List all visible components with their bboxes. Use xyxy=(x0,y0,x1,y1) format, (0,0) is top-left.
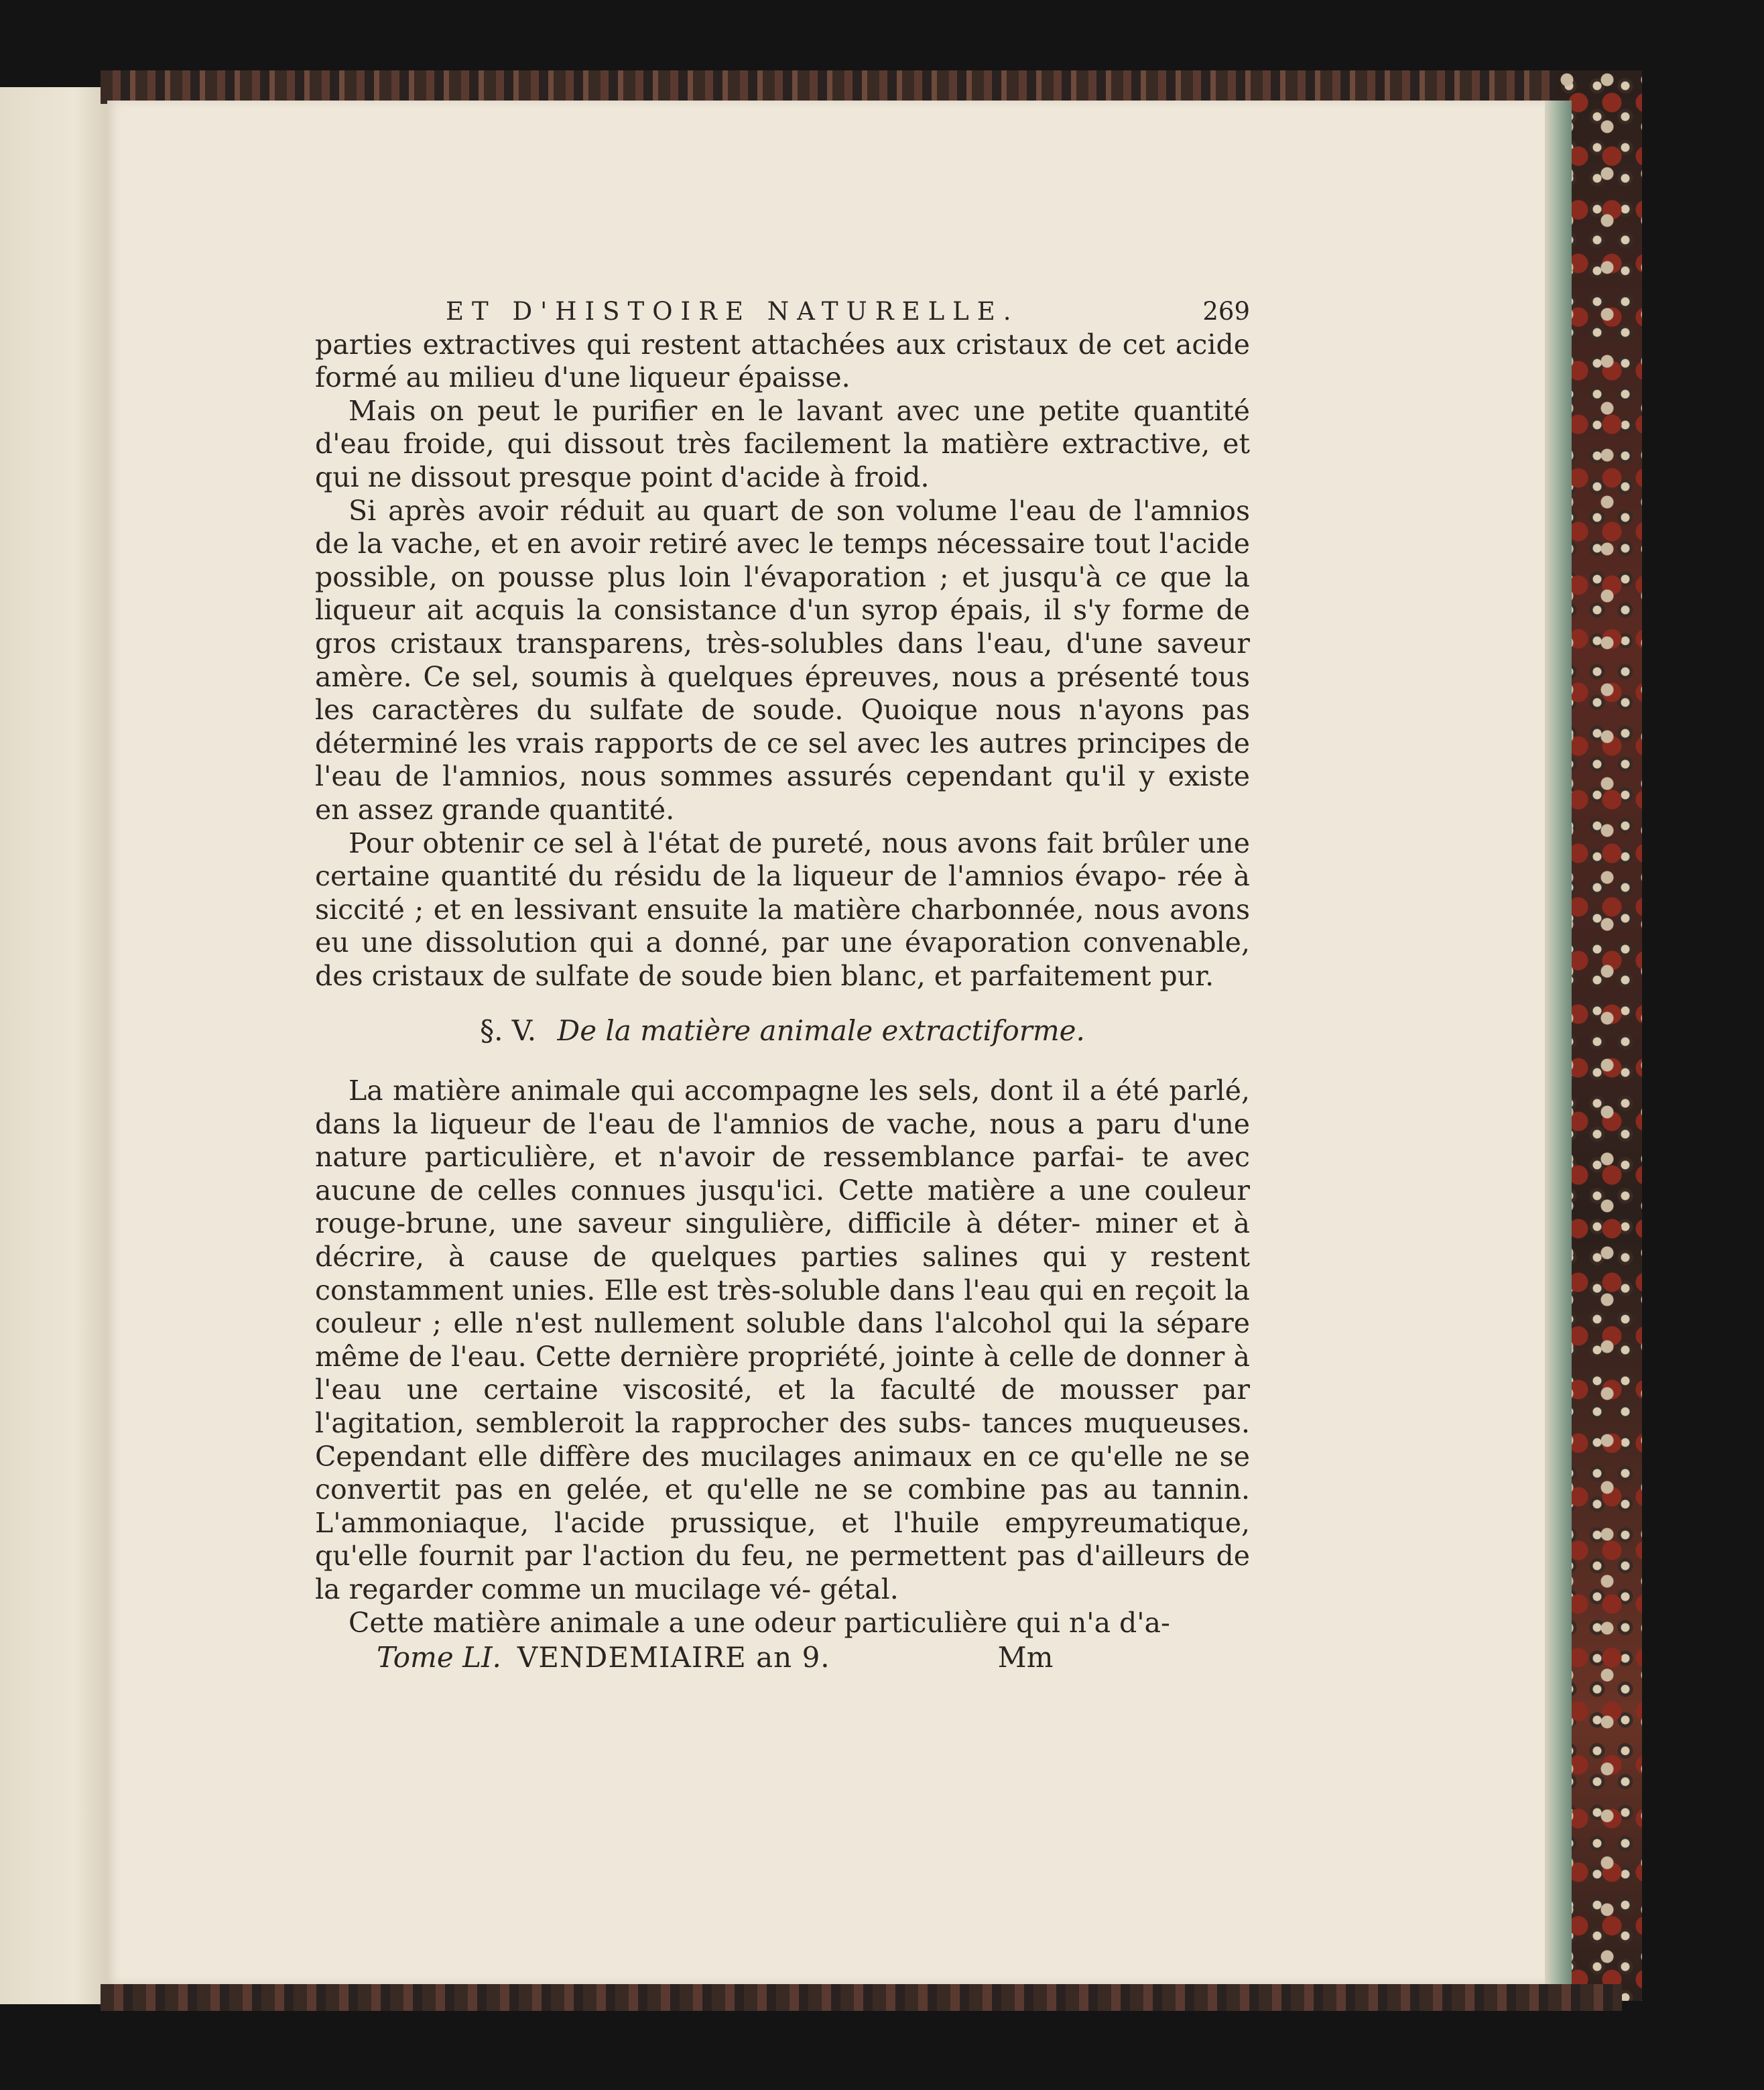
text-line: convenable, des cristaux de sulfate de soude bien blanc, et xyxy=(315,926,1250,992)
text-line: n'ayons pas déterminé les vrais rapports de ce sel avec les autres xyxy=(315,694,1250,759)
page-number: 269 xyxy=(1202,297,1250,326)
binding-bottom xyxy=(101,1984,1622,2011)
text-line: tances muqueuses. Cependant elle diffère des mucilages animaux xyxy=(315,1407,1250,1473)
section-title: De la matière animale extractiforme. xyxy=(557,1014,1085,1048)
text-line: une certaine quantité du résidu de la liqueur de l'amnios évapo- xyxy=(315,826,1250,893)
text-line: qui la sépare même de l'eau. Cette dernière propriété, jointe xyxy=(315,1307,1250,1373)
text-line: combine pas au tannin. L'ammoniaque, l'acide prussique, et xyxy=(315,1473,1251,1539)
text-line: et qui ne dissout presque point d'acide à froid. xyxy=(315,428,1250,493)
text-line: miner et à décrire, à cause de quelques parties salines qui y xyxy=(315,1207,1250,1274)
paragraph xyxy=(315,1607,1250,1640)
text-line: permettent pas d'ailleurs de la regarder comme un mucilage vé- xyxy=(315,1540,1251,1605)
text-line: en ce qu'elle ne se convertit pas en gelée, et qu'elle ne se xyxy=(315,1440,1250,1506)
text-line: parfaitement pur. xyxy=(970,959,1214,992)
footer-tome: Tome LI. xyxy=(377,1641,501,1674)
facing-page-edge xyxy=(0,87,107,2004)
paragraph xyxy=(315,495,1250,827)
text-line: de la vache, et en avoir retiré avec le temps nécessaire tout xyxy=(315,528,1151,560)
text-line: ce que la liqueur ait acquis la consistance d'un syrop épais, il xyxy=(315,560,1250,627)
text-line: La matière animale qui accompagne les sels, dont il a été xyxy=(349,1074,1159,1107)
body-text-bottom xyxy=(315,1074,1250,1640)
paragraph xyxy=(315,328,1250,395)
page-edges xyxy=(1545,101,1572,1984)
paragraph xyxy=(315,395,1250,495)
text-line: de mousser par l'agitation, sembleroit la rapprocher des subs- xyxy=(315,1373,1250,1439)
text-line: principes de l'eau de l'amnios, nous sommes assurés cependant xyxy=(315,727,1250,793)
paragraph xyxy=(315,827,1250,993)
text-line: s'y forme de gros cristaux transparens, très-solubles dans l'eau, xyxy=(315,594,1250,660)
text-line: l'acide possible, on pousse plus loin l'évaporation ; et jusqu'à xyxy=(315,528,1250,593)
text-line: restent constamment unies. Elle est très-soluble dans l'eau qui xyxy=(315,1241,1250,1306)
text-line: te avec aucune de celles connues jusqu'ici. Cette matière a une xyxy=(315,1141,1250,1207)
running-head: ET D'HISTOIRE NATURELLE. xyxy=(446,297,1019,326)
text-line: gétal. xyxy=(820,1573,899,1605)
text-line: couleur rouge-brune, une saveur singulière, difficile à déter- xyxy=(315,1174,1250,1240)
footer-issue: VENDEMIAIRE an 9. xyxy=(517,1641,830,1674)
text-line: qu'il y existe en assez grande quantité. xyxy=(315,760,1250,826)
signature-mark: Mm xyxy=(997,1641,1054,1674)
text-line: en reçoit la couleur ; elle n'est nullement soluble dans l'alcohol xyxy=(315,1274,1250,1340)
text-line: Pour obtenir ce sel à l'état de pureté, nous avons fait brûler xyxy=(349,826,1189,859)
binding-top xyxy=(101,70,1622,104)
text-line: formé au milieu d'une liqueur épaisse. xyxy=(315,361,850,394)
text-line: à celle de donner à l'eau une certaine viscosité, et la faculté xyxy=(315,1340,1250,1406)
text-line: l'huile empyreumatique, qu'elle fournit par l'action du feu, ne xyxy=(315,1506,1250,1573)
body-text-top xyxy=(315,328,1250,993)
section-heading xyxy=(315,1014,1250,1048)
paragraph xyxy=(315,1074,1250,1607)
text-line: Mais on peut le purifier en le lavant avec une petite quantité xyxy=(349,394,1250,427)
text-line: d'eau froide, qui dissout très facilement la matière extractive, xyxy=(315,428,1210,460)
text-line: paru d'une nature particulière, et n'avoir de ressemblance parfai- xyxy=(315,1107,1250,1174)
page-text xyxy=(315,295,1250,1674)
page-header xyxy=(315,295,1250,328)
text-line: Si après avoir réduit au quart de son volume l'eau de l'amnios xyxy=(349,494,1250,527)
text-line: Cette matière animale a une odeur particulière qui n'a d'a- xyxy=(349,1606,1170,1639)
text-line: avons eu une dissolution qui a donné, par une évaporation xyxy=(315,893,1250,959)
text-line: rée à siccité ; et en lessivant ensuite la matière charbonnée, nous xyxy=(315,860,1250,926)
text-line: parlé, dans la liqueur de l'eau de l'amnios de vache, nous a xyxy=(315,1074,1250,1140)
page-footer xyxy=(315,1641,1250,1674)
section-number: §. V. xyxy=(480,1014,537,1048)
text-line: d'une saveur amère. Ce sel, soumis à quelques épreuves, nous xyxy=(315,627,1250,693)
text-line: parties extractives qui restent attachées aux cristaux de cet acide xyxy=(315,328,1250,361)
text-line: a présenté tous les caractères du sulfate de soude. Quoique nous xyxy=(315,660,1250,727)
